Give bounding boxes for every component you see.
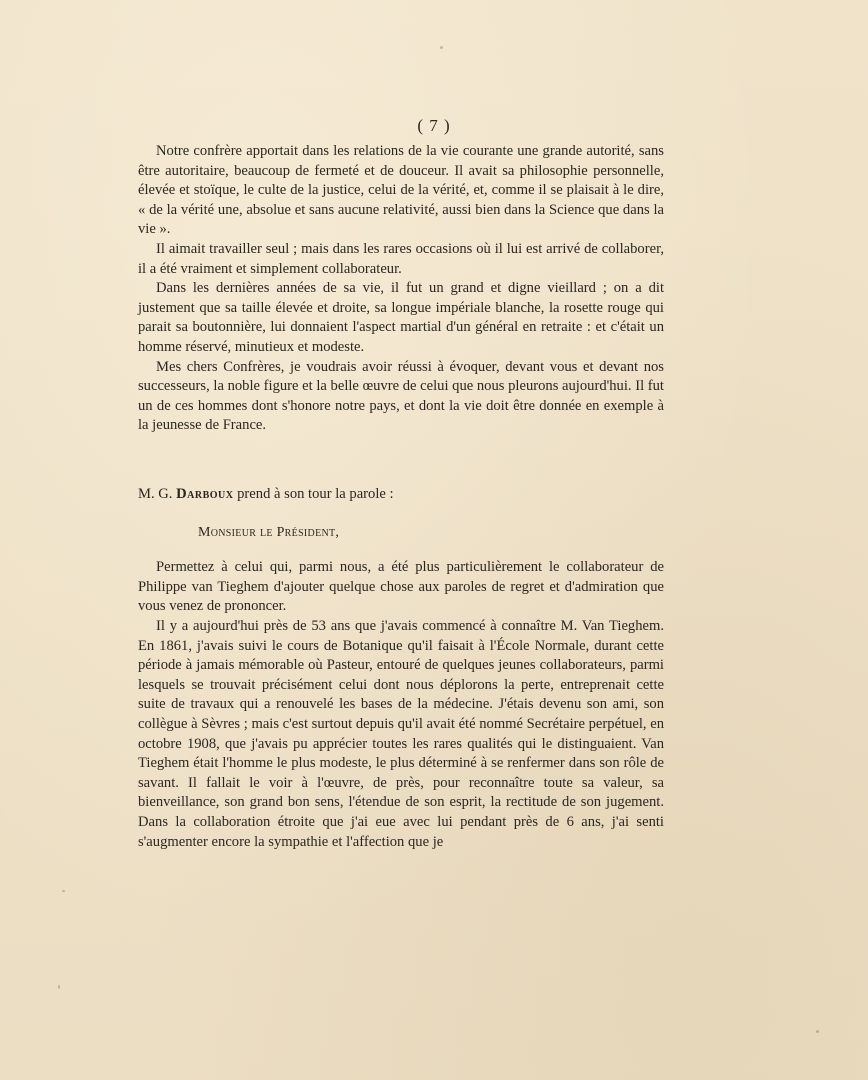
paragraph: Notre confrère apportait dans les relations de la vie courante une grande autorité, sans être autoritaire, beaucoup de fermeté et de douceur. Il avait sa philosophie personnelle, élevée et stoïque, le culte de la justice, celui de la vérité, et, comme il se plaisait à le dire, « de la vérité une, absolue et sans aucune relativité, aussi bien dans la Science que dans la vie ». bbox=[138, 143, 664, 238]
paper-spot bbox=[62, 890, 65, 892]
text-block-speech bbox=[138, 485, 664, 852]
paragraph: Dans les dernières années de sa vie, il fut un grand et digne vieillard ; on a dit justement que sa taille élevée et droite, sa longue impériale blanche, la rosette rouge qui parait sa boutonnière, lui donnaient l'aspect martial d'un général en retraite : et c'était un homme réservé, minutieux et modeste. bbox=[138, 280, 664, 355]
page-number: ( 7 ) bbox=[417, 116, 451, 135]
speaker-line bbox=[138, 485, 664, 505]
speaker-prefix: M. G. bbox=[138, 486, 177, 502]
paper-spot bbox=[440, 46, 443, 49]
text-block-eulogy bbox=[138, 142, 664, 436]
speaker-name: Darboux bbox=[176, 486, 234, 502]
paper-spot bbox=[816, 1030, 819, 1033]
paragraph: Permettez à celui qui, parmi nous, a été plus particulièrement le collaborateur de Philippe van Tieghem d'ajouter quelque chose aux paroles de regret et d'admiration que vous venez de prononcer. bbox=[138, 559, 664, 615]
salutation: Monsieur le Président, bbox=[198, 524, 340, 540]
speaker-suffix: prend à son tour la parole : bbox=[233, 486, 394, 502]
paper-spot bbox=[58, 985, 60, 989]
paragraph: Il aimait travailler seul ; mais dans les rares occasions où il lui est arrivé de collaborer, il a été vraiment et simplement collaborateur. bbox=[138, 240, 664, 277]
paragraph: Mes chers Confrères, je voudrais avoir réussi à évoquer, devant vous et devant nos successeurs, la noble figure et la belle œuvre de celui que nous pleurons aujourd'hui. Il fut un de ces hommes dont s'honore notre pays, et dont la vie doit être donnée en exemple à la jeunesse de France. bbox=[138, 358, 664, 434]
paragraph: Il y a aujourd'hui près de 53 ans que j'avais commencé à connaître M. Van Tieghem. En 1861, j'avais suivi le cours de Botanique qu'il faisait à l'École Normale, durant cette période à jamais mémorable où Pasteur, entouré de quelques jeunes collaborateurs, parmi lesquels se trouvait précisément celui dont nous déplorons la perte, entreprenait cette suite de travaux qui a renouvelé les bases de la médecine. J'étais devenu son ami, son collègue à Sèvres ; mais c'est surtout depuis qu'il avait été nommé Secrétaire perpétuel, en octobre 1908, que j'avais pu apprécier toutes les rares qualités qui le distinguaient. Van Tieghem était l'homme le plus modeste, le plus déterminé à se renfermer dans son rôle de savant. Il fallait le voir à l'œuvre, de près, pour reconnaître toute sa valeur, sa bienveillance, son grand bon sens, l'étendue de son esprit, la rectitude de son jugement. Dans la collaboration étroite que j'ai eue avec lui pendant près de 6 ans, j'ai senti s'augmenter encore la sympathie et l'affection que je bbox=[138, 617, 664, 850]
